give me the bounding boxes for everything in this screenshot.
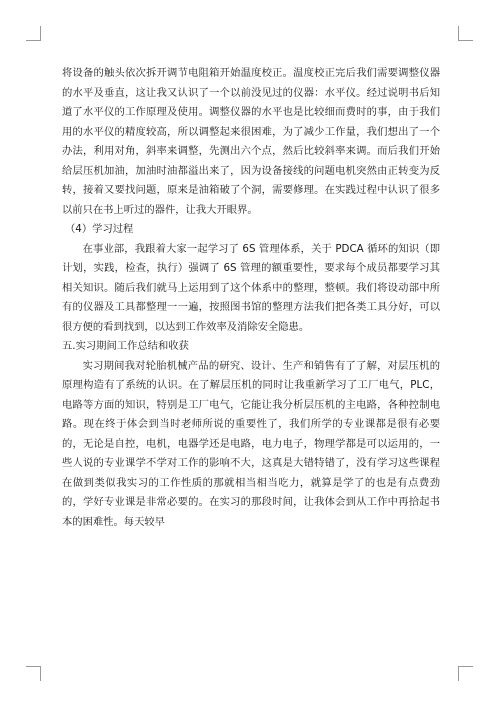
document-body [62, 64, 440, 532]
crop-mark-top-right [458, 26, 473, 41]
paragraph-internship-summary: 实习期间我对轮胎机械产品的研究、设计、生产和销售有了了解，对层压机的原理构造有了系统的认识。在了解层压机的同时让我重新学习了工厂电气，PLC，电路等方面的知识，特别是工厂电气，它能让我分析层压机的主电路，各种控制电路。现在终于体会到当时老师所说的重要性了，我们所学的专业课都是很有必要的，无论是自控，电机，电器学还是电路，电力电子，物理学都是可以运用的，一些人说的专业课学不学对工作的影响不大，这真是大错特错了，没有学习这些课程在做到类似我实习的工作性质的那就相当相当吃力，就算是学了的也是有点费劲的，学好专业课是非常必要的。在实习的那段时间，让我体会到从工作中再拾起书本的困难性。每天较早 [62, 359, 440, 528]
paragraph-6s-management: 在事业部，我跟着大家一起学习了 6S 管理体系，关于 PDCA 循环的知识（即计划，实践，检查，执行）强调了 6S 管理的额重要性，要求每个成员都要学习其相关知识。随后我们就马上运用到了这个体系中的整理，整顿。我们将设动部中所有的仪器及工具都整理一一遍，按照图书馆的整理方法我们把各类工具分好，可以很方便的看到找到，以达到工作效率及消除安全隐患。 [62, 242, 440, 333]
paragraph-calibration: 将设备的触头依次拆开调节电阻箱开始温度校正。温度校正完后我们需要调整仪器的水平及垂直，这让我又认识了一个以前没见过的仪器：水平仪。经过说明书后知道了水平仪的工作原理及使用。调整仪器的水平也是比较细而费时的事，由于我们用的水平仪的精度较高，所以调整起来很困难，为了减少工作量，我们想出了一个办法，利用对角，斜率来调整，先测出六个点，然后比较斜率来调。而后我们开始给层压机加油，加油时油都溢出来了，因为设备接线的问题电机突然由正转变为反转，接着又要找问题，原来是油箱破了个洞，需要修理。在实践过程中认识了很多以前只在书上听过的器件，让我大开眼界。 [62, 67, 440, 216]
crop-mark-top-left [26, 26, 41, 41]
crop-mark-bottom-left [26, 666, 41, 681]
section-heading-summary: 五.实习期间工作总结和收获 [62, 340, 189, 352]
subheading-learning-process: （4）学习过程 [65, 223, 134, 235]
crop-mark-bottom-right [458, 666, 473, 681]
